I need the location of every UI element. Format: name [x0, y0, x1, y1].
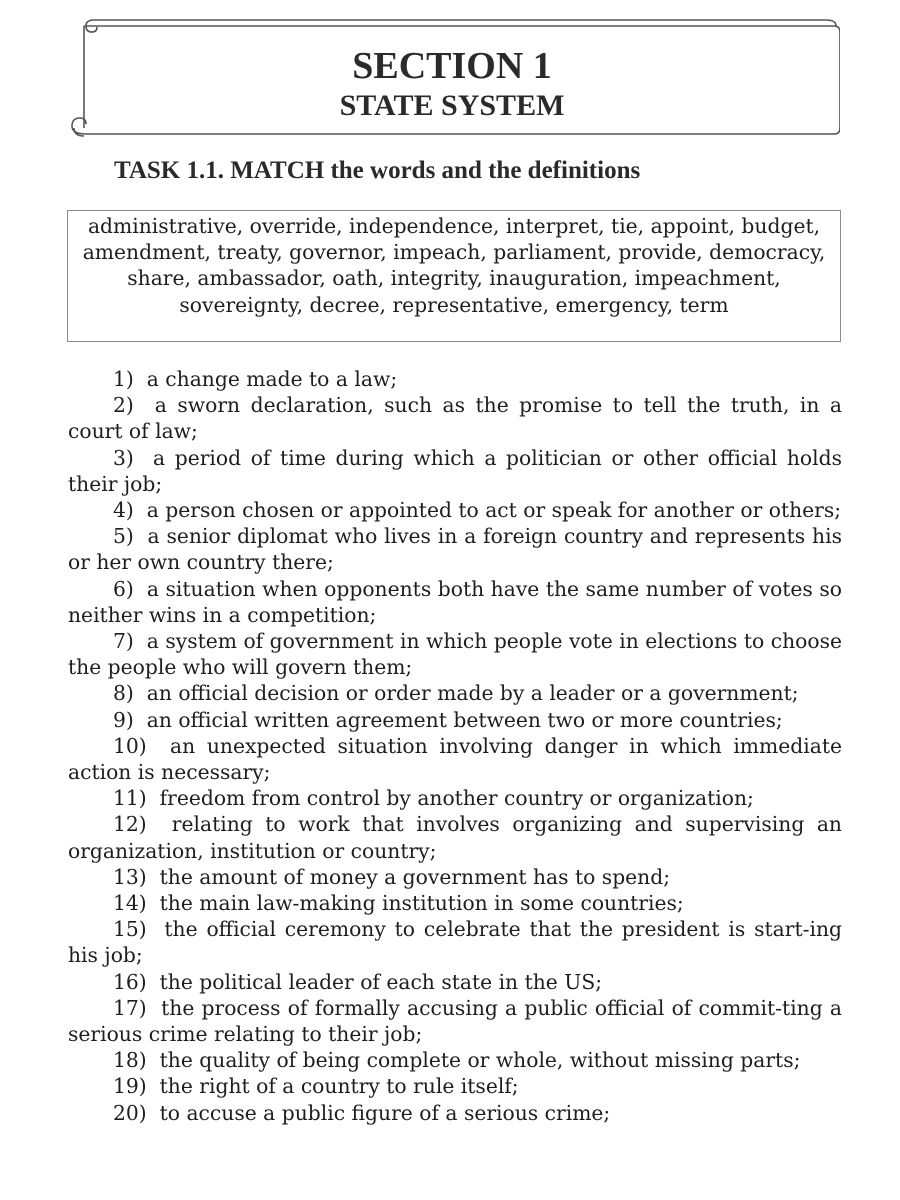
definition-item	[68, 811, 842, 863]
definition-number: 14)	[113, 891, 147, 916]
definition-number: 1)	[113, 367, 134, 391]
definition-item	[68, 445, 842, 497]
definition-text: a senior diplomat who lives in a foreign country and represents his or her own country there;	[68, 524, 842, 575]
definition-number: 19)	[113, 1074, 147, 1099]
definition-text: the amount of money a government has to spend;	[159, 864, 671, 889]
definition-number: 20)	[113, 1100, 147, 1125]
definition-item	[68, 733, 842, 785]
definition-text: a sworn declaration, such as the promise to tell the truth, in a court of law;	[68, 393, 842, 444]
definition-number: 6)	[113, 576, 134, 601]
definition-number: 11)	[113, 786, 147, 811]
definition-number: 16)	[113, 969, 147, 994]
definition-item	[68, 392, 842, 444]
definition-text: an unexpected situation involving danger in which immediate action is necessary;	[68, 733, 842, 785]
definition-item	[68, 1047, 842, 1073]
definition-item	[68, 707, 842, 733]
definition-number: 8)	[113, 681, 134, 706]
definition-item	[68, 497, 842, 523]
definition-number: 3)	[113, 445, 134, 470]
definition-item	[68, 995, 842, 1047]
definition-text: the official ceremony to celebrate that the president is start-ing his job;	[68, 917, 842, 968]
definitions-list	[68, 366, 842, 1126]
definition-item	[68, 1100, 842, 1126]
definition-text: an official written agreement between two or more countries;	[146, 707, 783, 732]
definition-number: 10)	[113, 733, 147, 758]
definition-number: 9)	[113, 707, 134, 732]
definition-item	[68, 628, 842, 680]
definition-text: freedom from control by another country or organization;	[159, 786, 754, 811]
definition-number: 2)	[113, 393, 134, 418]
definition-text: relating to work that involves organizing and supervising an organization, institution or country;	[68, 812, 842, 863]
definition-number: 17)	[113, 995, 147, 1020]
word-bank: administrative, override, independence, interpret, tie, appoint, budget, amendment, treaty, governor, impeach, parliament, provide, democracy, share, ambassador, oath, integrity, inauguration, impeachment, sovereignty, decree, representative, emergency, term	[67, 210, 841, 342]
definition-item	[68, 864, 842, 890]
section-subtitle: STATE SYSTEM	[339, 89, 565, 122]
definition-item	[68, 969, 842, 995]
definition-number: 5)	[113, 524, 134, 549]
definition-number: 7)	[113, 629, 134, 654]
definition-item	[68, 523, 842, 575]
definition-text: the main law-making institution in some countries;	[159, 891, 684, 916]
definition-text: a situation when opponents both have the same number of votes so neither wins in a competition;	[68, 576, 842, 627]
definition-text: the right of a country to rule itself;	[159, 1074, 519, 1099]
task-heading: TASK 1.1. MATCH the words and the definitions	[114, 157, 641, 184]
definition-item	[68, 366, 842, 392]
definition-text: to accuse a public figure of a serious crime;	[159, 1100, 611, 1125]
definition-number: 18)	[113, 1048, 147, 1073]
definition-text: an official decision or order made by a leader or a government;	[146, 681, 799, 706]
section-title: SECTION 1	[352, 45, 552, 87]
definition-text: a system of government in which people vote in elections to choose the people who will govern them;	[68, 629, 842, 680]
definition-text: the quality of being complete or whole, without missing parts;	[159, 1048, 801, 1073]
definition-item	[68, 785, 842, 811]
definition-item	[68, 680, 842, 706]
section-banner	[64, 16, 840, 140]
definition-item	[68, 890, 842, 916]
definition-number: 4)	[113, 498, 134, 523]
definition-text: a period of time during which a politician or other official holds their job;	[68, 445, 842, 496]
definition-text: a person chosen or appointed to act or speak for another or others;	[146, 498, 842, 523]
definition-number: 12)	[113, 812, 147, 837]
definition-number: 15)	[113, 917, 147, 942]
definition-item	[68, 576, 842, 628]
definition-text: a change made to a law;	[146, 367, 398, 391]
definition-text: the process of formally accusing a public official of commit-ting a serious crime relating to their job;	[68, 995, 842, 1047]
definition-item	[68, 1073, 842, 1099]
definition-number: 13)	[113, 864, 147, 889]
definition-item	[68, 916, 842, 968]
definition-text: the political leader of each state in the US;	[159, 969, 603, 994]
